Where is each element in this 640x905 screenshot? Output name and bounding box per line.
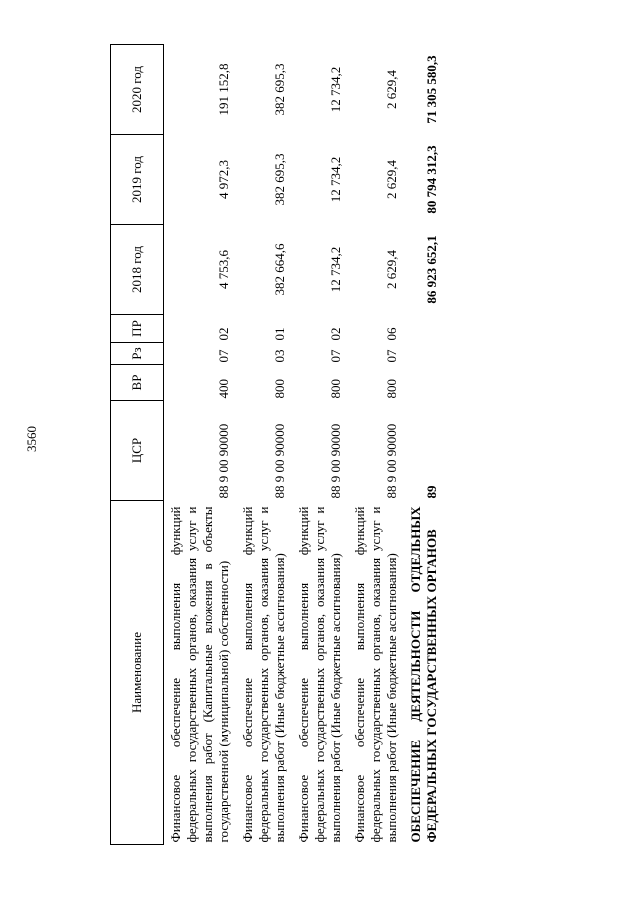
- header-2018: 2018 год: [111, 225, 164, 315]
- row-csr: 88 9 00 90000: [384, 423, 399, 499]
- table-row: [292, 45, 348, 845]
- row-2018: 382 664,6: [272, 243, 287, 296]
- budget-table: [110, 44, 444, 845]
- header-2019: 2019 год: [111, 135, 164, 225]
- row-rz: 07: [216, 349, 231, 363]
- row-2019: 12 734,2: [328, 156, 343, 203]
- table-row: [348, 45, 404, 845]
- row-rz: 03: [272, 349, 287, 363]
- row-2020: 12 734,2: [328, 66, 343, 113]
- row-csr: 88 9 00 90000: [328, 423, 343, 499]
- row-vr: 800: [384, 379, 399, 399]
- row-name: Финансовое обеспечение выполнения функций федеральных государственных органов, оказания услуг и выполнения работ (Иные бюджетные ассигнования): [296, 506, 343, 843]
- row-pr: 02: [216, 327, 231, 341]
- row-vr: 400: [216, 379, 231, 399]
- row-rz: 07: [384, 349, 399, 363]
- total-2018: 86 923 652,1: [424, 235, 439, 304]
- row-2020: 382 695,3: [272, 63, 287, 116]
- row-2018: 12 734,2: [328, 246, 343, 293]
- total-name: ОБЕСПЕЧЕНИЕ ДЕЯТЕЛЬНОСТИ ОТДЕЛЬНЫХ ФЕДЕРАЛЬНЫХ ГОСУДАРСТВЕННЫХ ОРГАНОВ: [408, 506, 439, 843]
- total-rz-empty: [404, 343, 444, 365]
- total-row: [404, 45, 444, 845]
- header-csr: ЦСР: [111, 401, 164, 501]
- row-name: Финансовое обеспечение выполнения функций федеральных государственных органов, оказания услуг и выполнения работ (Капитальные вложения в объекты государственной (муниципальной) собственности): [168, 506, 231, 843]
- header-2020: 2020 год: [111, 45, 164, 135]
- header-pr: ПР: [111, 315, 164, 343]
- table-row: [164, 45, 237, 845]
- row-pr: 02: [328, 327, 343, 341]
- budget-table-container: [110, 45, 640, 845]
- table-header: [111, 45, 164, 845]
- page-number: 3560: [24, 426, 39, 452]
- row-csr: 88 9 00 90000: [272, 423, 287, 499]
- row-name: Финансовое обеспечение выполнения функций федеральных государственных органов, оказания услуг и выполнения работ (Иные бюджетные ассигнования): [240, 506, 287, 843]
- table-row: [236, 45, 292, 845]
- row-rz: 07: [328, 349, 343, 363]
- header-rz: Рз: [111, 343, 164, 365]
- row-2020: 191 152,8: [216, 63, 231, 116]
- row-2019: 382 695,3: [272, 153, 287, 206]
- row-2019: 2 629,4: [384, 160, 399, 199]
- header-name: Наименование: [111, 501, 164, 845]
- row-vr: 800: [272, 379, 287, 399]
- row-pr: 06: [384, 327, 399, 341]
- row-2020: 2 629,4: [384, 70, 399, 109]
- total-2019: 80 794 312,3: [424, 145, 439, 214]
- row-csr: 88 9 00 90000: [216, 423, 231, 499]
- row-pr: 01: [272, 327, 287, 341]
- total-csr: 89: [424, 485, 439, 499]
- total-pr-empty: [404, 315, 444, 343]
- total-vr-empty: [404, 365, 444, 401]
- row-vr: 800: [328, 379, 343, 399]
- total-2020: 71 305 580,3: [424, 55, 439, 124]
- row-2018: 2 629,4: [384, 250, 399, 289]
- row-2019: 4 972,3: [216, 160, 231, 199]
- row-2018: 4 753,6: [216, 250, 231, 289]
- row-name: Финансовое обеспечение выполнения функций федеральных государственных органов, оказания услуг и выполнения работ (Иные бюджетные ассигнования): [352, 506, 399, 843]
- header-vr: ВР: [111, 365, 164, 401]
